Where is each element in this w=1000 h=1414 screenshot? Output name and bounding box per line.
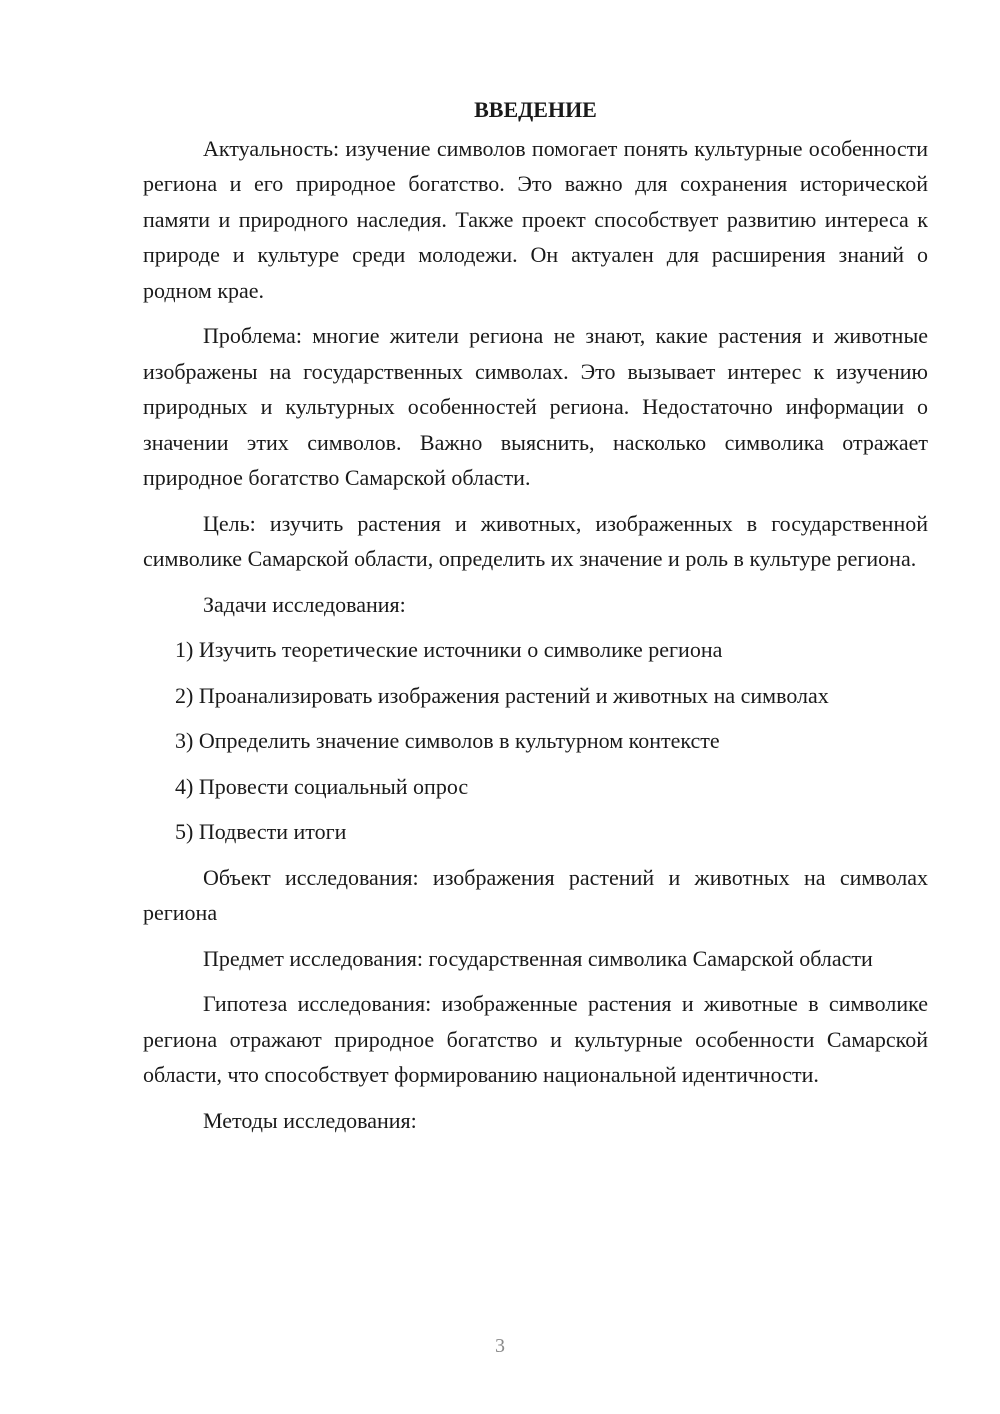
methods-heading: Методы исследования: [203, 1107, 417, 1133]
task-item-1: 1) Изучить теоретические источники о символике региона [175, 637, 723, 662]
task-item-5: 5) Подвести итоги [175, 819, 347, 844]
goal-paragraph: Цель: изучить растения и животных, изображенных в государственной символике Самарской области, определить их значение и роль в культуре региона. [143, 510, 928, 571]
hypothesis-paragraph: Гипотеза исследования: изображенные растения и животные в символике региона отражают природное богатство и культурные особенности Самарской области, что способствует формированию национальной идентичности. [143, 991, 928, 1087]
tasks-heading: Задачи исследования: [203, 591, 406, 617]
subject-paragraph: Предмет исследования: государственная символика Самарской области [203, 945, 873, 971]
relevance-paragraph: Актуальность: изучение символов помогает понять культурные особенности региона и его природное богатство. Это важно для сохранения исторической памяти и природного наследия. Также проект способствует развитию интереса к природе и культуре среди молодежи. Он актуален для расширения знаний о родном крае. [143, 135, 928, 303]
page-number: 3 [495, 1335, 505, 1357]
tasks-list [143, 632, 928, 850]
section-title: ВВЕДЕНИЕ [474, 97, 597, 122]
task-item-2: 2) Проанализировать изображения растений и животных на символах [175, 682, 829, 708]
page-content [143, 92, 928, 1148]
task-item-4: 4) Провести социальный опрос [175, 773, 469, 799]
task-item-3: 3) Определить значение символов в культурном контексте [175, 728, 720, 753]
problem-paragraph: Проблема: многие жители региона не знают, какие растения и животные изображены на государственных символах. Это вызывает интерес к изучению природных и культурных особенностей региона. Недостаточно информации о значении этих символов. Важно выяснить, насколько символика отражает природное богатство Самарской области. [143, 323, 928, 490]
object-paragraph: Объект исследования: изображения растений и животных на символах региона [143, 864, 928, 925]
